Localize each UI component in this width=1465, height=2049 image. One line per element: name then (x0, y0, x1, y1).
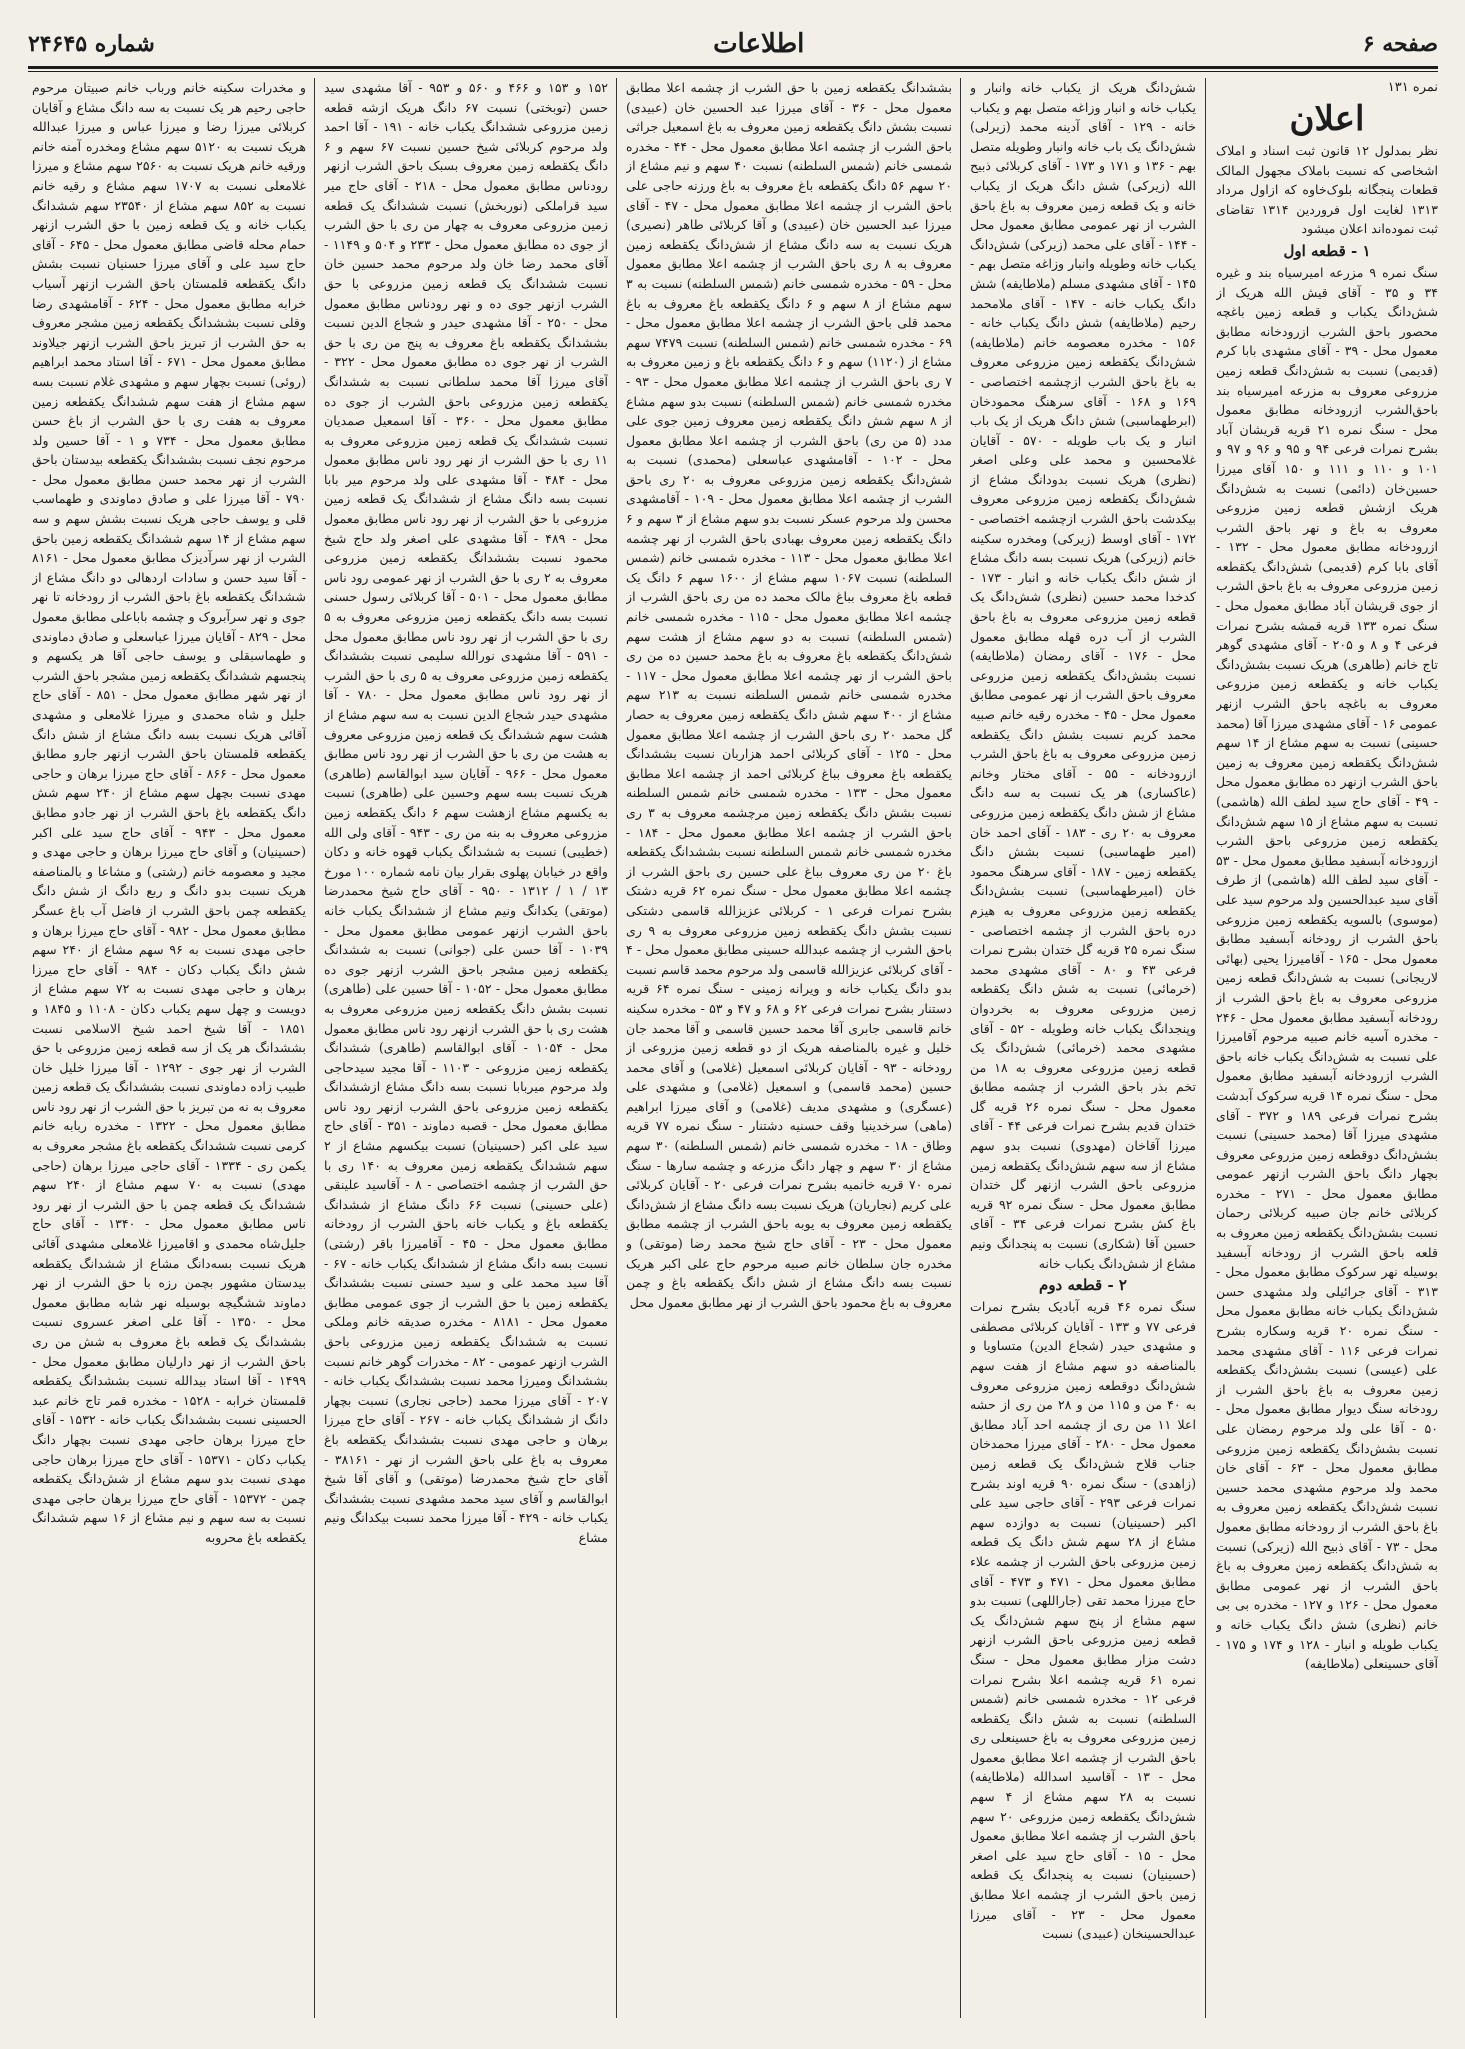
section-heading-1: ۱ - قطعه اول (1283, 241, 1371, 260)
newspaper-name: اطلاعات (713, 29, 805, 59)
column-divider (960, 78, 961, 2018)
column-text: بششدانگ یکقطعه زمین با حق الشرب از چشمه اعلا مطابق معمول محل - ۳۶ - آقای میرزا عبد الحسین خان (عبیدی) نسبت بشش دانگ یکقطعه زمین معروف به باغ اسمعیل جراثی باحق الشرب از چشمه اعلا مطابق معمول محل - ۴۴ - مخدره شمسی خانم (شمس السلطنه) نسبت ۴۰ سهم و نیم مشاع از ۲۰ سهم ۵۶ دانگ یکقطعه باغ معروف به باغ ورزنه حاجی علی باحق الشرب از چشمه اعلا مطابق معمول محل - ۴۷ - آقای میرزا عبد الحسین خان (عبیدی) و آقا کربلائی طاهر (نصیری) هریک نسبت به سه دانگ مشاع از شش‌دانگ یکقطعه زمین معروف به ۸ ری باحق الشرب از چشمه اعلا مطابق معمول محل - ۵۹ - مخدره شمسی خانم (شمس السلطنه) نسبت به ۳ سهم مشاع از ۸ سهم و ۶ دانگ یکقطعه باغ معروف به باغ محمد قلی باحق الشرب از چشمه اعلا مطابق معمول محل - ۶۹ - مخدره شمسی خانم (شمس السلطنه) نسبت ۷۴۷۹ سهم مشاع از (۱۱۲۰) سهم و ۶ دانگ یکقطعه باغ و زمین معروف به ۷ ری باحق الشرب از چشمه اعلا مطابق معمول محل - ۹۳ - مخدره شمسی خانم (شمس السلطنه) نسبت بدو سهم مشاع از ۸ سهم شش دانگ یکقطعه زمین معروف زمین جوی علی مدد (۵ من ری) باحق الشرب از چشمه اعلا مطابق معمول محل - ۱۰۲ - آقامشهدی عباسعلی (محمدی) نسبت به شش‌دانگ یکقطعه زمین مزروعی معروف به ۲۰ ری باحق الشرب از چشمه اعلا مطابق معمول محل - ۱۰۹ - آقامشهدی محسن ولد مرحوم عسکر نسبت بدو سهم مشاع از ۳ سهم و ۶ دانگ یکقطعه زمین معروف بهبادی باحق الشرب از نهر چشمه اعلا مطابق معمول محل - ۱۱۳ - مخدره شمسی خانم (شمس السلطنه) نسبت ۱۰۶۷ سهم مشاع از ۱۶۰۰ سهم ۶ دانگ یک قطعه باغ معروف بباغ مالک محمد ده من ری باحق الشرب از چشمه اعلا مطابق معمول محل - ۱۱۵ - مخدره شمسی خانم (شمس السلطنه) نسبت به دو سهم مشاع از هشت سهم شش‌دانگ یکقطعه باغ معروف به باغ محمد حسین ده من ری باحق الشرب از نهر چشمه اعلا مطابق معمول محل - ۱۱۷ - مخدره شمسی خانم شمس السلطنه نسبت به ۲۱۳ سهم مشاع از ۴۰۰ سهم شش دانگ یکقطعه زمین معروف به حصار گل محمد ۲۰ ری باحق الشرب از چشمه اعلا مطابق معمول محل - ۱۲۵ - آقای کربلائی احمد هزاربان نسبت بششدانگ یکقطعه باغ معروف بباغ کربلائی احمد از چشمه اعلا مطابق معمول محل - ۱۳۳ - مخدره شمسی خانم شمس السلطنه نسبت بشش دانگ یکقطعه زمین مرچشمه معروف به ۳ ری باحق الشرب از چشمه اعلا مطابق معمول محل - ۱۸۴ - مخدره شمسی خانم شمس السلطنه نسبت بششدانگ یکقطعه باغ ۲۰ من ری معروف بباغ علی حسین ری باحق الشرب از چشمه اعلا مطابق معمول محل - سنگ نمره ۶۲ قریه دشتک بشرح نمرات فرعی ۱ - کربلائی عزیزالله قاسمی دشتکی نسبت بشش دانگ یکقطعه زمین مزروعی معروف به ۹ ری باحق الشرب از چشمه عبدالله حسینی مطابق معمول محل - ۴ - آقای کربلائی عزیزالله قاسمی ولد مرحوم محمد قاسم نسبت بدو دانگ یکباب خانه و ویرانه زمینی - سنگ نمره ۶۴ قریه دستنار بشرح نمرات فرعی ۶۲ و ۶۸ و ۴۷ و ۵۳ - مخدره سکینه خانم قاسمی جابری آقا محمد حسین قاسمی و آقا محمد جان خلیل و غیره بالمناصفه هریک از دو قطعه زمین مزروعی از رودخانه - ۹۳ - آقایان کربلائی اسمعیل (غلامی) و آقای محمد حسین (محمد قاسمی) و اسمعیل (غلامی) و مشهدی علی (عسگری) و مشهدی مدیف (غلامی) و آقای میرزا ابراهیم (ماهی) سرخدینیا وقف حسنیه دشتنار - سنگ نمره ۷۷ قریه وطاق - ۱۸ - مخدره شمسی خانم (شمس السلطنه) ۳۰ سهم مشاع از ۳۰ سهم و چهار دانگ مزرعه و چشمه سارها - سنگ نمره ۷۰ قریه خانمیه بشرح نمرات فرعی ۲۰ - آقایان کربلائی علی کریم (نجاریان) هریک نسبت بسه دانگ مشاع از شش‌دانگ یکقطعه زمین معروف به یوبه باحق الشرب از چشمه مطابق معمول محل - ۲۳ - آقای حاج شیخ محمد رضا (موتقی) و مخدره جان سلطان خانم صبیه مرحوم حاج علی اکبر هریک نسبت بسه دانگ مشاع از شش دانگ یکقطعه باغ و چمن معروف به باغ محمود باحق الشرب از نهر مطابق معمول محل (626, 80, 952, 1310)
column-divider (1205, 78, 1206, 2018)
column-text-2: سنگ نمره ۴۶ قریه آبادیک بشرح نمرات فرعی ۷۷ و ۱۳۳ - آقایان کربلائی مصطفی و مشهدی حیدر (شجاع الدین) متساویا و بالمناصفه دو سهم مشاع از هفت سهم شش‌دانگ دوقطعه زمین مزروعی معروف به ۴۰ من و ۱۱۵ من و ۲۸ من ری از حشه اعلا ۱۱ من ری از چشمه احد آباد مطابق معمول محل - ۲۸۰ - آقای میرزا محمدخان جناب قلاح شش‌دانگ یک قطعه زمین (زاهدی) - سنگ نمره ۹۰ قریه اوند بشرح نمرات فرعی ۲۹۳ - آقای حاجی سید علی اکبر (حسینیان) نسبت به دوازده سهم مشاع از ۲۸ سهم شش دانگ یک قطعه زمین مزروعی باحق الشرب از چشمه علاء مطابق معمول محل - ۴۷۱ و ۴۷۳ - آقای حاج میرزا محمد تقی (جاراللهی) نسبت بدو سهم مشاع از پنج سهم شش‌دانگ یک قطعه زمین مزروعی باحق الشرب ازنهر دشت مزار مطابق معمول محل - سنگ نمره ۶۱ قریه چشمه اعلا بشرح نمرات فرعی ۱۲ - مخدره شمسی خانم (شمس السلطنه) نسبت به شش دانگ یکقطعه زمین مزروعی معروف به باغ حسینعلی ری باحق الشرب از چشمه اعلا مطابق معمول محل - ۱۳ - آقاسید اسدالله (ملاطایفه) نسبت به ۲۸ سهم مشاع از ۴ سهم شش‌دانگ یکقطعه زمین مزروعی ۲۰ سهم باحق الشرب از چشمه اعلا مطابق معمول محل - ۱۵ - آقای حاج سید علی اصغر (حسینیان) نسبت به پنجدانگ یک قطعه زمین باحق الشرب از چشمه اعلا مطابق معمول محل - ۲۳ - آقای میرزا عبدالحسینخان (عبیدی) نسبت (970, 1299, 1196, 1942)
header-rule (28, 66, 1438, 69)
column-2 (970, 78, 1196, 2018)
newspaper-page (28, 24, 1438, 2024)
columns (28, 78, 1438, 2024)
page-number: صفحه ۶ (1362, 31, 1438, 57)
column-text: سنگ نمره ۹ مزرعه امیرسیاه بند و غیره ۳۴ و ۳۵ - آقای قیش الله هریک از شش‌دانگ یکباب و قطعه زمین باغچه محصور باحق الشرب ازرودخانه مطابق معمول محل - ۳۹ - آقای مشهدی بابا کرم (قدیمی) نسبت به شش‌دانگ قطعه زمین مزروعی معروف به مزرعه امیرسیاه بند باحق‌الشرب ازرودخانه مطابق معمول محل - سنگ نمره ۲۱ قریه قریشان آباد بشرح نمرات فرعی ۹۴ و ۹۵ و ۹۶ و ۹۷ و ۱۰۱ و ۱۱۰ و ۱۱۱ و ۱۵۰ آقای میرزا حسین‌خان (دائمی) نسبت به شش‌دانگ هریک ازشش قطعه زمین مزروعی معروف به باغ و نهر باحق الشرب ازرودخانه مطابق معمول محل - ۱۳۲ - آقای بابا کرم (قدیمی) شش‌دانگ یکقطعه زمین مزروعی معروف به باغ باحق الشرب از جوی قریشان آباد مطابق معمول محل - سنگ نمره ۱۳۳ قریه قمشه بشرح نمرات فرعی ۴ و ۸ و ۲۰۵ - آقای مشهدی گوهر تاج خانم (طاهری) هریک نسبت بشش‌دانگ یکباب خانه و یکقطعه زمین مزروعی معروف به باغچه باحق الشرب ازنهر عمومی ۱۶ - آقای مشهدی میرزا آقا (محمد حسینی) نسبت به سهم مشاع از ۱۴ سهم شش‌دانگ یکقطعه زمین معروف به زمین باحق الشرب ازنهر ده مطابق معمول محل - ۴۹ - آقای حاج سید لطف الله (هاشمی) نسبت به سهم مشاع از ۱۵ سهم شش‌دانگ یکقطعه زمین مزروعی باحق الشرب ازرودخانه آبسفید مطابق معمول محل - ۵۳ - آقای سید لطف الله (هاشمی) از طرف آقای سید عبدالحسین ولد مرحوم سید علی (موسوی) بالسویه یکقطعه زمین مزروعی باحق الشرب از رودخانه آبسفید مطابق معمول محل - ۱۶۵ - آقامیرزا یحیی (بهائی لاریجانی) نسبت به شش‌دانگ قطعه زمین مزروعی معروف به باغ باحق الشرب از رودخانه آبسفید مطابق معمول محل - ۲۴۶ - مخدره آسیه خانم صبیه مرحوم آقامیرزا علی نسبت به شش‌دانگ یکباب خانه باحق الشرب ازرودخانه آبسفید مطابق معمول محل - سنگ نمره ۱۴ قریه سرکوک آبدشت بشرح نمرات فرعی ۱۸۹ و ۳۷۲ - آقای مشهدی میرزا آقا (محمد حسینی) نسبت بشش‌دانگ دوقطعه زمین مزروعی معروف بچهار دانگ باحق الشرب ازنهر عمومی مطابق معمول محل - ۲۷۱ - مخدره کربلائی خانم جان صبیه کربلائی رحمان نسبت بشش‌دانگ یکقطعه زمین معروف به قلعه باحق الشرب از رودخانه آبسفید بوسیله نهر سرکوک مطابق معمول محل - ۳۱۳ - آقای جرائیلی ولد مشهدی حسن شش‌دانگ یکباب خانه مطابق معمول محل - سنگ نمره ۲۰ قریه وسکاره بشرح نمرات فرعی ۱۱۶ - آقای مشهدی محمد علی (عیسی) نسبت بشش‌دانگ یکقطعه زمین معروف به باغ باحق الشرب از رودخانه سنگ دیوار مطابق معمول محل - ۵۰ - آقا علی ولد مرحوم رمضان علی نسبت بشش‌دانگ یکقطعه زمین مزروعی مطابق معمول محل - ۶۳ - آقای خان محمد ولد مرحوم مشهدی محمد حسین نسبت شش‌دانگ یکقطعه زمین معروف به باغ باحق الشرب از رودخانه مطابق معمول محل - ۷۳ - آقای ذبیح الله (زیرکی) نسبت به شش‌دانگ یکقطعه زمین معروف به باغ باحق الشرب از نهر عمومی مطابق معمول محل - ۱۲۶ و ۱۲۷ - مخدره بی بی خانم (نظری) شش دانگ یکباب خانه و یکباب طویله و انبار - ۱۲۸ و ۱۷۴ و ۱۷۵ - آقای حسینعلی (ملاطایفه) (1216, 264, 1438, 1672)
column-text: شش‌دانگ هریک از یکباب خانه وانبار و یکباب خانه و انبار وزاغه متصل بهم و یکباب خانه - ۱۲۹ - آقای آدینه محمد (زیرلی) شش‌دانگ یک باب خانه وانبار وطویله متصل بهم - ۱۳۶ و ۱۷۱ و ۱۷۳ - آقای کربلائی ذبیح الله (زیرکی) شش دانگ هریک از یکباب خانه و یک قطعه زمین معروف به باغ باحق الشرب از نهر عمومی مطابق معمول محل - ۱۴۴ - آقای علی محمد (زیرکی) شش‌دانگ یکباب خانه وطویله وانبار وزاغه متصل بهم - ۱۴۵ - آقای مشهدی مسلم (ملاطایفه) شش دانگ یکباب خانه - ۱۴۷ - آقای ملامحمد رحیم (ملاطایفه) شش دانگ یکباب خانه - ۱۵۶ - مخدره معصومه خانم (ملاطایفه) شش‌دانگ یکقطعه زمین مزروعی معروف به باغ باحق الشرب ازچشمه اختصاصی - ۱۶۹ و ۱۶۸ - آقای سرهنگ محمودخان (ابرطهماسبی) شش دانگ هریک از یک باب انبار و یک باب طویله - ۵۷۰ - آقایان غلامحسین و محمد علی وعلی اصغر (نظری) هریک نسبت بدودانگ مشاع از شش‌دانگ یکقطعه زمین مزروعی معروف بیکدشت باحق الشرب ازچشمه اختصاصی - ۱۷۲ - آقای اوسط (زیرکی) ومخدره سکینه خانم (زیرکی) هریک نسبت بسه دانگ مشاع از شش دانگ یکباب خانه و انبار - ۱۷۳ - کدخدا محمد حسین (نظری) شش‌دانگ یک قطعه زمین مزروعی معروف به باغ باحق الشرب از آب دره قهله مطابق معمول محل - ۱۷۶ - آقای رمضان (ملاطایفه) نسبت بشش‌دانگ یکقطعه زمین مزروعی معروف باحق الشرب از نهر عمومی مطابق معمول محل - ۴۵ - مخدره رقیه خانم صبیه محمد کریم نسبت بشش دانگ یکقطعه زمین مزروعی معروف به باغ باحق الشرب ازرودخانه - ۵۵ - آقای مختار وخانم (عاکساری) هر یک نسبت به سه دانگ مشاع از شش دانگ یکقطعه زمین مزروعی معروف به ۲۰ ری - ۱۸۳ - آقای احمد خان (امیر طهماسبی) نسبت بشش دانگ یکقطعه زمین - ۱۸۷ - آقای سرهنگ محمود خان (امیرطهماسبی) نسبت بشش‌دانگ یکقطعه زمین مزروعی معروف به هیزم دره باحق الشرب از چشمه اختصاصی - سنگ نمره ۲۵ قریه گل ختدان بشرح نمرات فرعی ۴۳ و ۸۰ - آقای مشهدی محمد (خرمائی) نسبت به شش دانگ یکقطعه زمین مزروعی معروف به بخردوان وپنجدانگ یکباب خانه وطویله - ۵۲ - آقای مشهدی محمد (خرمائی) شش‌دانگ یک قطعه زمین مزروعی معروف به ۱۸ من تخم بذر باحق الشرب از چشمه مطابق معمول محل - سنگ نمره ۲۶ قریه گل ختدان قدیم بشرح نمرات فرعی ۴۴ - آقای میرزا آقاخان (مهدوی) نسبت بدو سهم مشاع از سه سهم شش‌دانگ یکقطعه زمین مزروعی باحق الشرب ازنهر گل ختدان مطابق معمول محل - سنگ نمره ۹۲ قریه باغ کش بشرح نمرات فرعی ۳۴ - آقای حسین آقا (شکاری) نسبت به پنجدانگ ونیم مشاع از شش‌دانگ یکباب خانه (970, 80, 1196, 1271)
column-text: ۱۵۲ و ۱۵۳ و ۴۶۶ و ۵۶۰ و ۹۵۳ - آقا مشهدی سید حسن (توبختی) نسبت ۶۷ دانگ هریک ازشه قطعه زمین مزروعی ششدانگ یکباب خانه - ۱۹۱ - آقا احمد ولد مرحوم کربلائی شیخ حسین نسبت ۶۷ سهم و ۶ دانگ یکقطعه زمین معروف بسبک باحق الشرب ازنهر رودناس مطابق معمول محل - ۲۱۸ - آقای حاج میر سید قراملکی (نوربخش) نسبت ششدانگ یک قطعه زمین مزروعی معروف به چهار من ری با حق الشرب از جوی ده مطابق معمول محل - ۲۳۳ و ۵۰۴ و ۱۱۴۹ - آقای محمد رضا خان ولد مرحوم محمد حسین خان نسبت ششدانگ یک قطعه زمین مزروعی با حق الشرب ازنهر جوی ده و نهر رودناس مطابق معمول محل - ۲۵۰ - آقا مشهدی حیدر و شجاع الدین نسبت بششدانگ یکقطعه باغ معروف به پنج من ری با حق الشرب از نهر جوی ده مطابق معمول محل - ۳۲۲ - آقای میرزا آقا محمد سلطانی نسبت به ششدانگ یکقطعه زمین مزروعی باحق الشرب از جوی ده مطابق معمول محل - ۳۶۰ - آقا اسمعیل صمدیان نسبت ششدانگ یک قطعه زمین مزروعی معروف به ۱۱ ری با حق الشرب از نهر رود ناس مطابق معمول محل - ۴۸۴ - آقا مشهدی علی ولد مرحوم میر بابا نسبت بسه دانگ مشاع از ششدانگ یک قطعه زمین مزروعی با حق الشرب از نهر رود ناس مطابق معمول محل - ۴۸۹ - آقا مشهدی علی اصغر ولد حاج شیخ محمود نسبت بششدانگ یکقطعه زمین مزروعی معروف به ۲ ری با حق الشرب از نهر عمومی رود ناس مطابق معمول محل - ۵۰۱ - آقا کربلائی رسول حسنی نسبت بسه دانگ یکقطعه زمین مزروعی معروف به ۵ ری با حق الشرب از نهر رود ناس مطابق معمول محل - ۵۹۱ - آقا مشهدی نورالله سلیمی نسبت بششدانگ یکقطعه زمین مزروعی معروف به ۵ ری با حق الشرب از نهر رود ناس مطابق معمول محل - ۷۸۰ - آقا مشهدی حیدر شجاع الدین نسبت به سه سهم مشاع از هشت سهم ششدانگ یک قطعه زمین مزروعی معروف به هشت من ری با حق الشرب از نهر رود ناس مطابق معمول محل - ۹۶۶ - آقایان سید ابوالقاسم (طاهری) هریک نسبت بسه سهم وحسین علی (طاهری) نسبت به یکسهم مشاع ازهشت سهم ۶ دانگ یکقطعه زمین مزروعی معروف به بنه من ری - ۹۴۳ - آقای ولی الله (خطیبی) نسبت به ششدانگ یکباب قهوه خانه و دکان واقع در خیابان پهلوی بقرار بیان نامه شماره ۱۰۰ مورخ ۱۳ / ۱ / ۱۳۱۲ - ۹۵۰ - آقای حاج شیخ محمدرضا (موتقی) یکدانگ ونیم مشاع از ششدانگ یکباب خانه باحق الشرب ازنهر عمومی مطابق معمول محل - ۱۰۳۹ - آقا حسن علی (جوانی) نسبت به ششدانگ یکقطعه زمین مشجر باحق الشرب ازنهر جوی ده مطابق معمول محل - ۱۰۵۲ - آقا حسین علی (طاهری) نسبت بشش دانگ یکقطعه زمین مزروعی معروف به هشت ری با حق الشرب ازنهر رود ناس مطابق معمول محل - ۱۰۵۴ - آقای ابوالقاسم (طاهری) ششدانگ یکقطعه زمین مزروعی - ۱۱۰۳ - آقا مجید سیدحاجی ولد مرحوم میربابا نسبت بسه دانگ مشاع ازششدانگ یکقطعه زمین مزروعی باحق الشرب ازنهر رود ناس مطابق معمول محل - قصبه دماوند - ۳۵۱ - آقای حاج سید علی اکبر (حسینیان) نسبت بیکسهم مشاع از ۲ سهم ششدانگ یکقطعه زمین معروف به ۱۴۰ ری با حق الشرب از چشمه اختصاصی - ۸ - آقاسید علینقی (علی حسینی) نسبت ۶۶ دانگ مشاع از ششدانگ یکقطعه باغ و یکباب خانه باحق الشرب از رودخانه مطابق معمول محل - ۴۵ - آقامیرزا باقر (رشتی) نسبت بسه دانگ مشاع از ششدانگ یکباب خانه - ۶۷ - آقا سید محمد علی و سید حسنی نسبت بششدانگ یکقطعه زمین با حق الشرب از جوی عمومی مطابق معمول محل - ۸۱۸۱ - مخدره صدیقه خانم وملکی نسبت به ششدانگ یکقطعه زمین مزروعی باحق الشرب ازنهر عمومی - ۸۲ - مخدرات گوهر خانم نسبت بششدانگ ومیرزا محمد نسبت بششدانگ یکباب خانه - ۲۰۷ - آقای میرزا محمد (حاجی نجاری) نسبت بچهار دانگ از ششدانگ یکباب خانه - ۲۶۷ - آقای حاج میرزا برهان و حاجی مهدی نسبت بششدانگ یکقطعه باغ معروف به باغ علی باحق الشرب از نهر - ۳۸۱۶۱ - آقای حاج شیخ محمدرضا (موتقی) و آقای آقا شیخ ابوالقاسم و آقای سید محمد مشهدی نسبت بششدانگ یکباب خانه - ۴۲۹ - آقا میرزا محمد نسبت بیکدانگ ونیم مشاع (324, 80, 608, 1545)
issue-number: شماره ۲۴۶۴۵ (28, 31, 155, 57)
header-rule-thin (28, 71, 1438, 72)
notice-title: اعلان (1289, 99, 1365, 139)
notice-intro: نظر بمدلول ۱۲ قانون ثبت اسناد و املاک اشخاصی که نسبت باملاک مجهول المالک قطعات پنجگانه بلوک‌خاوه که ازاول مرداد ۱۳۱۳ لغایت اول فروردین ۱۳۱۴ تقاضای ثبت نموده‌اند اعلان میشود (1216, 143, 1438, 237)
column-5 (32, 78, 306, 2018)
section-heading-2: ۲ - قطعه دوم (1039, 1276, 1127, 1295)
column-divider (616, 78, 617, 2018)
column-4 (324, 78, 608, 2018)
column-text: و مخدرات سکینه خانم ورباب خانم صبیتان مرحوم حاجی رحیم هر یک نسبت به سه دانگ مشاع و آقایان کربلائی میرزا رضا و میرزا عباس و میرزا عبدالله هریک نسبت به ۵۱۲۰ سهم مشاع ومخدره آمنه خانم ورقیه خانم هریک نسبت به ۲۵۶۰ سهم مشاع و میرزا غلامعلی نسبت به ۱۷۰۷ سهم مشاع و رقیه خانم نسبت به ۸۵۲ سهم مشاع از ۲۳۵۴۰ سهم ششدانگ یکباب خانه و یک قطعه زمین با حق الشرب ازنهر حمام محله قاضی مطابق معمول محل - ۶۴۵ - آقای حاج سید علی و آقای میرزا حسنیان نسبت بشش دانگ یکقطعه قلمستان باحق الشرب ازنهر آسیاب خرابه مطابق معمول محل - ۶۲۴ - آقامشهدی رضا وقلی نسبت بششدانگ یکقطعه زمین مشجر معروف به حق الشرب از تبریز باحق الشرب ازنهر جیلاوند مطابق معمول محل - ۶۷۱ - آقا استاد محمد ابراهیم (روئی) نسبت بچهار سهم و مشهدی غلام نسبت بسه سهم مشاع از هفت سهم ششدانگ یکقطعه زمین معروف به هفت ری با حق الشرب از باغ حسن مطابق معمول محل - ۷۳۴ و ۱ - آقا حسین ولد مرحوم نجف نسبت بششدانگ یکقطعه بیدستان باحق الشرب از نهر محمد حسن مطابق معمول محل - ۷۹۰ - آقا میرزا علی و صادق دماوندی و طهماسب قلی و یوسف حاجی هریک نسبت بشش سهم و سه سهم مشاع از ۱۴ سهم ششدانگ یکقطعه زمین باحق الشرب از نهر سرآدیزک مطابق معمول محل - ۸۱۶۱ - آقا سید حسن و سادات اردهالی دو دانگ مشاع از ششدانگ یکقطعه باغ باحق الشرب از رودخانه تا نهر جوی و نهر سرآبروک و چشمه باباعلی مطابق معمول محل - ۸۲۹ - آقایان میرزا عباسعلی و صادق دماوندی و طهماسبقلی و یوسف حاجی آقا هر یکسهم و پنجسهم ششدانگ یکقطعه زمین مشجر باحق الشرب از نهر شهر مطابق معمول محل - ۸۵۱ - آقای حاج جلیل و شاه محمدی و میرزا غلامعلی و مشهدی آقائی هریک نسبت بسه دانگ مشاع از شش دانگ یکقطعه قلمستان باحق الشرب ازنهر جارو مطابق معمول محل - ۸۶۶ - آقای حاج میرزا برهان و حاجی مهدی نسبت بچهل سهم مشاع از ۲۴۰ سهم شش دانگ یکقطعه باغ باحق الشرب از نهر جادو مطابق معمول محل - ۹۴۳ - آقای حاج سید علی اکبر (حسینیان) و آقای حاج میرزا برهان و حاجی مهدی و مجید و معصومه خانم (رشتی) و مشاعا و بالمناصفه هریک نسبت بدو دانگ و ربع دانگ از شش دانگ یکقطعه چمن باحق الشرب از فاضل آب باغ عسگر مطابق معمول محل - ۹۸۲ - آقای حاج میرزا برهان و حاجی مهدی نسبت به ۹۶ سهم مشاع از ۲۴۰ سهم شش دانگ یکباب دکان - ۹۸۴ - آقای حاج میرزا برهان و حاجی مهدی نسبت به ۷۲ سهم مشاع از دویست و چهل سهم یکباب دکان - ۱۱۰۸ و ۱۸۴۵ و ۱۸۵۱ - آقا شیخ احمد شیخ الاسلامی نسبت بششدانگ هر یک از سه قطعه زمین مزروعی با حق الشرب از نهر جوی - ۱۲۹۲ - آقا میرزا خلیل خان طبیب زاده دماوندی نسبت بششدانگ یک قطعه زمین معروف به نه من تبریز با حق الشرب از نهر رود ناس مطابق معمول محل - ۱۳۲۲ - مخدره ربابه خانم کرمی نسبت ششدانگ یکقطعه باغ مشجر معروف به یکمن ری - ۱۳۳۴ - آقای حاجی میرزا برهان (حاجی مهدی) نسبت به ۷۰ سهم مشاع از ۲۴۰ سهم ششدانگ یک قطعه چمن با حق الشرب از نهر رود ناس مطابق معمول محل - ۱۳۴۰ - آقای حاج جلیل‌شاه محمدی و اقامیرزا غلامعلی مشهدی آقائی هریک نسبت بسه‌دانگ مشاع از ششدانگ یکقطعه بیدستان مشهور بچمن رزه با حق الشرب از نهر دماوند ششگیچه بوسیله نهر شابه مطابق معمول محل - ۱۳۵۰ - آقا علی اصغر عسروی نسبت بششدانگ یک قطعه باغ معروف به شش من ری باحق الشرب از نهر دارلیان مطابق معمول محل - ۱۴۹۹ - آقا استاد بیدالله نسبت بششدانگ یکقطعه قلمستان خرابه - ۱۵۲۸ - مخدره قمر تاج خانم عبد الحسینی نسبت بششدانگ یکباب خانه - ۱۵۳۲ - آقای حاج میرزا برهان حاجی مهدی نسبت بچهار دانگ یکباب دکان - ۱۵۳۷۱ - آقای حاج میرزا برهان حاجی مهدی نسبت بدو سهم مشاع از شش‌دانگ یکقطعه چمن - ۱۵۳۷۲ - آقای حاج میرزا برهان حاجی مهدی نسبت به سه سهم و نیم مشاع از ۱۶ سهم ششدانگ یکقطعه باغ محروبه (32, 80, 306, 1545)
column-1 (1216, 78, 1438, 2018)
notice-number: نمره ۱۳۱ (1387, 80, 1438, 95)
column-divider (314, 78, 315, 2018)
masthead (28, 24, 1438, 64)
column-3 (626, 78, 952, 2018)
